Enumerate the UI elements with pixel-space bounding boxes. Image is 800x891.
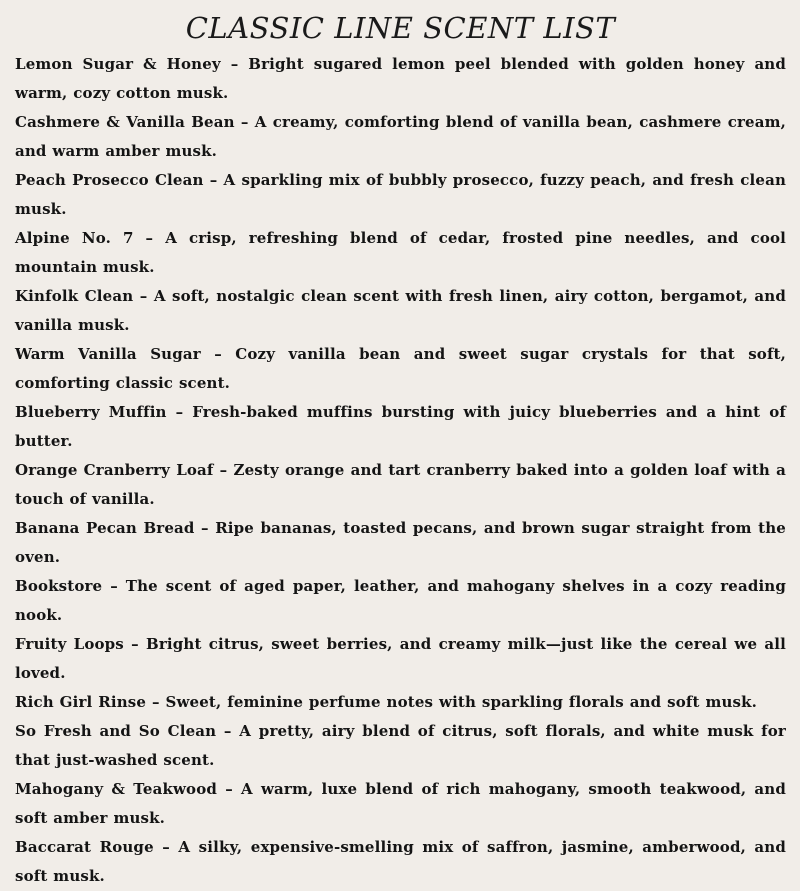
scent-description: Ripe bananas, toasted pecans, and brown sugar straight from the oven. [15,519,786,566]
scent-separator: – [203,171,224,189]
scent-separator: – [133,287,154,305]
scent-item [15,224,786,282]
scent-description: A sparkling mix of bubbly prosecco, fuzzy peach, and fresh clean musk. [15,171,786,218]
scent-name: Rich Girl Rinse [15,693,147,711]
scent-description: The scent of aged paper, leather, and mahogany shelves in a cozy reading nook. [15,577,786,624]
scent-name: Mahogany & Teakwood [15,780,218,798]
scent-item [15,398,786,456]
scent-name: Peach Prosecco Clean [15,171,204,189]
scent-separator: – [133,229,166,247]
scent-item [15,717,786,775]
scent-separator: – [102,577,126,595]
scent-description: Cozy vanilla bean and sweet sugar crystals for that soft, comforting classic scent. [15,345,787,392]
scent-description: A warm, luxe blend of rich mahogany, smooth teakwood, and soft amber musk. [15,780,786,827]
scent-description: A soft, nostalgic clean scent with fresh linen, airy cotton, bergamot, and vanilla musk. [15,287,786,334]
scent-separator: – [220,55,249,73]
scent-separator: – [166,403,193,421]
scent-name: Alpine No. 7 [15,229,134,247]
scent-list [15,50,786,891]
page-title: CLASSIC LINE SCENT LIST [185,11,616,45]
scent-separator: – [217,780,242,798]
scent-item [15,50,786,108]
scent-item [15,630,786,688]
scent-name: So Fresh and So Clean [15,722,217,740]
scent-item [15,282,786,340]
scent-description: Zesty orange and tart cranberry baked into a golden loaf with a touch of vanilla. [15,461,786,508]
scent-name: Baccarat Rouge [15,838,154,856]
scent-separator: – [234,113,255,131]
scent-name: Bookstore [15,577,103,595]
scent-separator: – [153,838,179,856]
scent-description: A silky, expensive-smelling mix of saffron, jasmine, amberwood, and soft musk. [15,838,786,885]
scent-name: Lemon Sugar & Honey [15,55,221,73]
scent-item [15,514,786,572]
scent-item [15,572,786,630]
scent-separator: – [213,461,234,479]
scent-name: Orange Cranberry Loaf [15,461,214,479]
scent-description: A creamy, comforting blend of vanilla bean, cashmere cream, and warm amber musk. [15,113,786,160]
scent-description: Fresh-baked muffins bursting with juicy blueberries and a hint of butter. [15,403,786,450]
scent-separator: – [123,635,147,653]
scent-description: Bright citrus, sweet berries, and creamy milk—just like the cereal we all loved. [15,635,786,682]
scent-description: A pretty, airy blend of citrus, soft florals, and white musk for that just-washed scent. [15,722,786,769]
scent-item [15,456,786,514]
scent-separator: – [200,345,236,363]
scent-item [15,166,786,224]
scent-name: Banana Pecan Bread [15,519,195,537]
scent-item [15,833,786,891]
scent-name: Kinfolk Clean [15,287,134,305]
scent-description: Sweet, feminine perfume notes with sparkling florals and soft musk. [165,693,758,711]
scent-name: Fruity Loops [15,635,124,653]
scent-item [15,688,786,717]
scent-item [15,775,786,833]
scent-separator: – [146,693,166,711]
scent-name: Warm Vanilla Sugar [15,345,201,363]
scent-name: Blueberry Muffin [15,403,167,421]
scent-item [15,340,786,398]
scent-description: A crisp, refreshing blend of cedar, frosted pine needles, and cool mountain musk. [15,229,786,276]
scent-description: Bright sugared lemon peel blended with golden honey and warm, cozy cotton musk. [15,55,787,102]
scent-item [15,108,786,166]
scent-separator: – [194,519,216,537]
scent-name: Cashmere & Vanilla Bean [15,113,235,131]
scent-separator: – [216,722,240,740]
